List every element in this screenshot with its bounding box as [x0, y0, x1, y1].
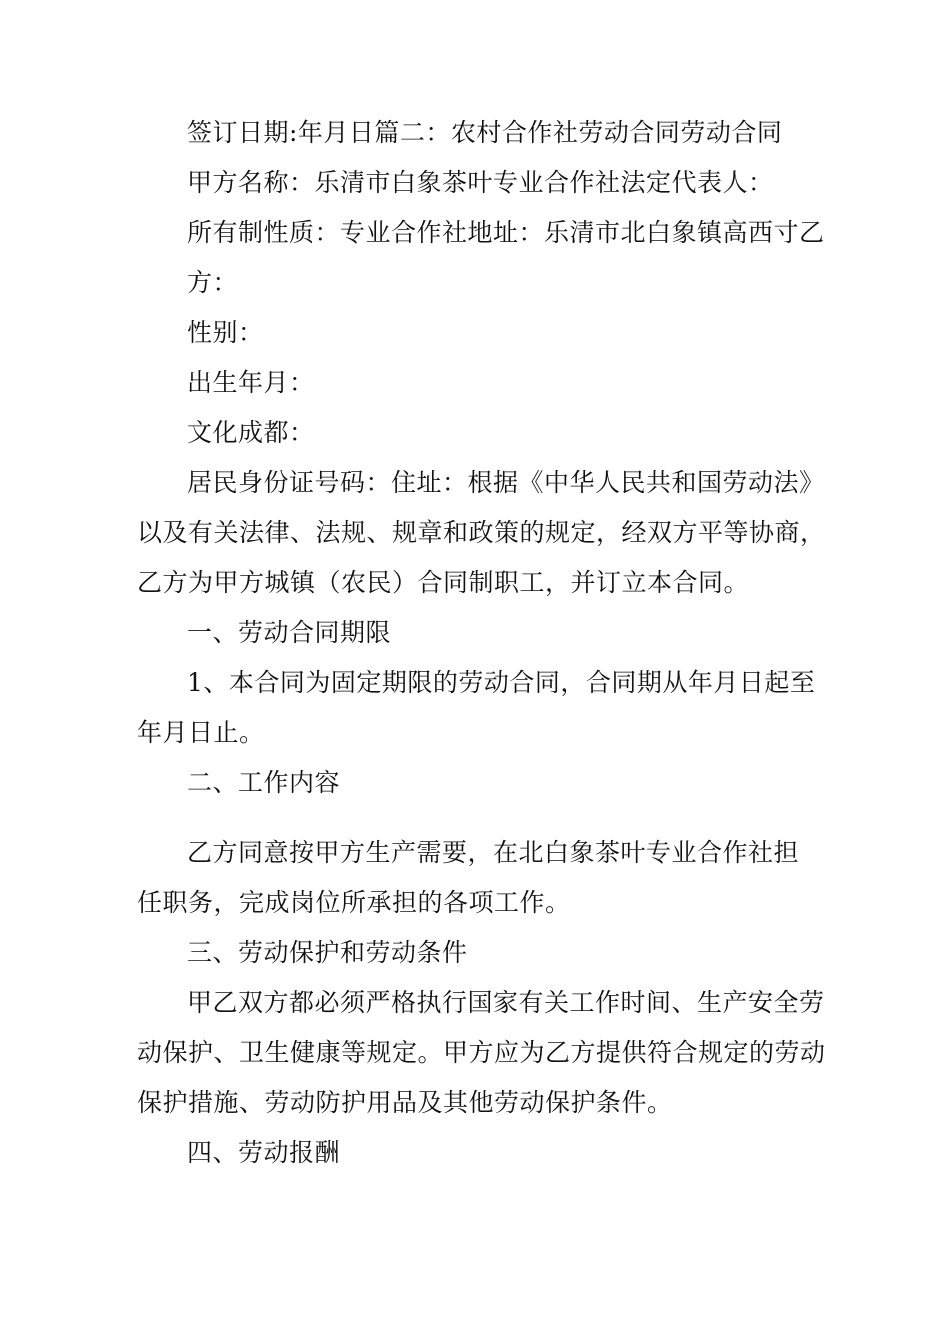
section-heading-remuneration: 四、劳动报酬	[187, 1138, 341, 1167]
text-line-protective-equipment: 保护措施、劳动防护用品及其他劳动保护条件。	[137, 1088, 673, 1117]
text-line-fixed-term: 1、本合同为固定期限的劳动合同，合同期从年月日起至	[187, 668, 816, 697]
text-line-id-number: 居民身份证号码：住址：根据《中华人民共和国劳动法》	[187, 468, 825, 497]
section-heading-work-content: 二、工作内容	[187, 768, 341, 797]
text-line-safety-rules: 甲乙双方都必须严格执行国家有关工作时间、生产安全劳	[187, 988, 825, 1017]
text-line-signing-date: 签订日期:年月日篇二：农村合作社劳动合同劳动合同	[187, 118, 783, 147]
text-line-ownership-address: 所有制性质：专业合作社地址：乐清市北白象镇高西寸乙	[187, 218, 825, 247]
text-line-party-b: 方：	[187, 268, 239, 297]
text-line-work-agreement: 乙方同意按甲方生产需要，在北白象茶叶专业合作社担	[187, 838, 800, 867]
text-line-health-rules: 动保护、卫生健康等规定。甲方应为乙方提供符合规定的劳动	[137, 1038, 826, 1067]
section-heading-contract-term: 一、劳动合同期限	[187, 618, 392, 647]
text-line-job-duties: 任职务，完成岗位所承担的各项工作。	[137, 888, 571, 917]
text-line-birth-date: 出生年月：	[187, 368, 315, 397]
text-line-laws-regulations: 以及有关法律、法规、规章和政策的规定，经双方平等协商，	[137, 518, 826, 547]
text-line-party-a-name: 甲方名称：乐清市白象茶叶专业合作社法定代表人：	[187, 168, 774, 197]
text-line-contract-worker: 乙方为甲方城镇（农民）合同制职工，并订立本合同。	[137, 568, 750, 597]
text-line-term-end: 年月日止。	[137, 718, 265, 747]
text-line-gender: 性别：	[187, 318, 264, 347]
text-line-education: 文化成都：	[187, 418, 315, 447]
section-heading-labor-protection: 三、劳动保护和劳动条件	[187, 938, 468, 967]
